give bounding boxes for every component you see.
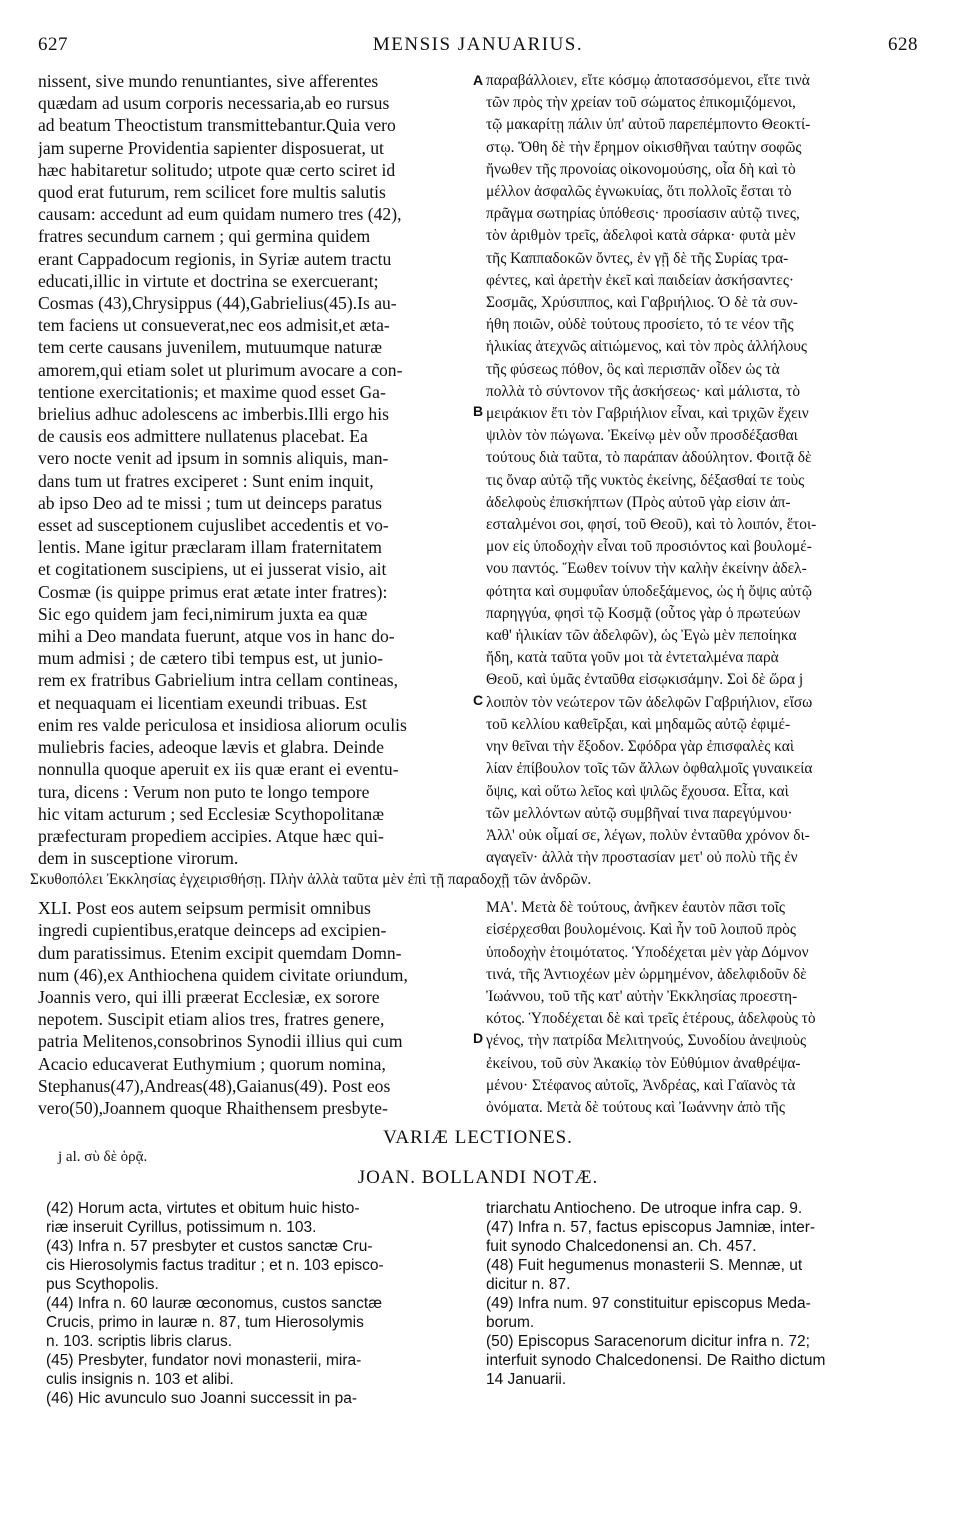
greek-text-line: Ἰωάννου, τοῦ τῆς κατ' αὐτὴν Ἐκκλησίας προεστη-: [486, 988, 798, 1005]
latin-text-line: num (46),ex Anthiochena quidem civitate oriundum,: [38, 964, 408, 985]
footnote-line: (50) Episcopus Saracenorum dicitur infra n. 72;: [486, 1333, 810, 1351]
latin-text-line: vero(50),Joannem quoque Rhaithensem presbyte-: [38, 1098, 388, 1119]
greek-text-line: μέλλον ἀσφαλῶς ἐγνωκυίας, ὅτι πολλοῖς ἔσται τὸ: [486, 183, 792, 201]
latin-text-line: quædam ad usum corporis necessaria,ab eo rursus: [38, 93, 390, 114]
margin-letter-a: A: [473, 72, 484, 88]
latin-text-line: rem ex fratribus Gabrielium intra cellam contineas,: [38, 670, 399, 691]
footnote-line: (47) Infra n. 57, factus episcopus Jamniæ, inter-: [486, 1219, 816, 1237]
footnote-line: interfuit synodo Chalcedonensi. De Raitho dictum: [486, 1352, 826, 1370]
greek-text-line: λίαν ἐπίβουλον τοῖς τῶν ἄλλων ὀφθαλμοῖς γυναικεία: [486, 760, 813, 778]
latin-text-line: amorem,qui etiam solet ut plurimum avocare a con-: [38, 359, 403, 380]
greek-text-line: ὄψις, καὶ οὕτω λεῖος καὶ ψιλῶς ἔχουσα. Εἶτα, καὶ: [486, 782, 789, 800]
greek-text-line: Ἀλλ' οὐκ οἶμαί σε, λέγων, πολὺν ἐνταῦθα χρόνον δι-: [486, 826, 810, 844]
greek-text-line: τινά, τῆς Ἀντιοχέων μὲν ὡρμημένον, ἀδελφιδοῦν δὲ: [486, 965, 807, 983]
greek-text-line: φέντες, καὶ ἀρετὴν ἐκεῖ καὶ παιδείαν ἀσκήσαντες·: [486, 271, 795, 289]
footnote-line: (46) Hic avunculo suo Joanni successit in pa-: [46, 1390, 358, 1408]
footnote-line: Crucis, primo in lauræ n. 87, tum Hierosolymis: [46, 1314, 364, 1332]
footnote-line: n. 103. scriptis libris clarus.: [46, 1333, 233, 1351]
latin-text-line: tentione exercitationis; et maxime quod esset Ga-: [38, 381, 386, 402]
greek-text-line: ὀνόματα. Μετὰ δὲ τούτους καὶ Ἰωάννην ἀπὸ τῆς: [486, 1099, 785, 1117]
latin-text-line: hic vitam acturum ; sed Ecclesiæ Scythopolitanæ: [38, 803, 384, 824]
latin-text-line: quod erat futurum, rem scilicet fore multis salutis: [38, 182, 386, 203]
variae-lectiones-note: j al. σὺ δὲ ὁρᾷ.: [58, 1149, 148, 1166]
footnote-line: 14 Januarii.: [486, 1371, 567, 1389]
greek-text-line: πρᾶγμα σωτηρίας ὑπόθεσις· προσίασιν αὐτῷ τινες,: [486, 205, 800, 223]
latin-text-line: XLI. Post eos autem seipsum permisit omnibus: [38, 898, 371, 919]
greek-text-line: ΜΑ'. Μετὰ δὲ τούτους, ἀνῆκεν ἑαυτὸν πᾶσι τοῖς: [486, 899, 786, 917]
latin-text-line: tem faciens ut consueverat,nec eos admisit,et ætа-: [38, 315, 390, 336]
footnote-line: (43) Infra n. 57 presbyter et custos sanctæ Cru-: [46, 1238, 373, 1256]
greek-text-line: τῶν μελλόντων αὐτῷ συμβῆναί τινα παρεγύμνου·: [486, 804, 793, 822]
greek-text-line: μον εἰς ὑποδοχὴν εἶναι τοῦ προσιόντος καὶ βουλομέ-: [486, 538, 812, 556]
footnote-line: (44) Infra n. 60 lauræ œconomus, custos sanctæ: [46, 1295, 382, 1313]
greek-text-line: στῳ. Ὅθη δὲ τὴν ἔρημον οἰκισθῆναι ταύτην σοφῶς: [486, 138, 802, 156]
greek-text-line: ήθη ποιῶν, οὐδὲ τούτους προσίετο, τό τε νέον τῆς: [486, 316, 794, 334]
greek-text-line: ἡλικίας ἀτεχνῶς αἰτιώμενος, καὶ τὸν πρὸς ἀλλήλους: [486, 338, 807, 356]
latin-text-line: muliebris facies, adeoque lævis et glabra. Deinde: [38, 737, 384, 758]
greek-text-line: τῷ μακαρίτῃ πάλιν ὑπ' αὐτοῦ παρεπέμποντο Θεοκτί-: [486, 116, 811, 134]
footnote-line: borum.: [486, 1314, 535, 1332]
latin-text-line: vero nocte venit ad ipsum in somnis aliquis, man-: [38, 448, 389, 469]
latin-text-line: dum paratissimus. Etenim excipit quemdam Domn-: [38, 942, 402, 963]
full-width-greek-line: Σκυθοπόλει Ἐκκλησίας ἐγχειρισθήσῃ. Πλὴν ἀλλὰ ταῦτα μὲν ἐπὶ τῇ παραδοχῇ τῶν ἀνδρῶν.: [30, 871, 592, 889]
latin-text-line: esset ad susceptionem cujuslibet accedentis et vo-: [38, 515, 389, 536]
latin-text-line: jam superne Providentia sapienter disposuerat, ut: [38, 137, 384, 158]
footnote-line: culis insignis n. 103 et alibi.: [46, 1371, 234, 1389]
greek-text-line: ἀδελφοὺς ἐπισκήπτων (Πρὸς αὐτοῦ γὰρ εἰσιν ἀπ-: [486, 493, 791, 511]
footnote-line: (48) Fuit hegumenus monasterii S. Mennæ, ut: [486, 1257, 803, 1275]
page-header: [38, 34, 918, 58]
footnote-line: triarchatu Antiocheno. De utroque infra cap. 9.: [486, 1200, 803, 1218]
latin-text-line: et nequaquam ei licentiam exeundi tribuas. Est: [38, 692, 367, 713]
greek-text-line: ὑποδοχὴν ἑτοιμότατος. Ὑποδέχεται μὲν γὰρ Δόμνον: [486, 943, 809, 961]
greek-text-line: τοῦ κελλίου καθεῖρξαι, καὶ μηδαμῶς αὐτῷ ἐφιμέ-: [486, 715, 791, 733]
greek-text-line: ἤδη, κατὰ ταῦτα γοῦν μοι τὰ ἐντεταλμένα παρὰ: [486, 649, 779, 667]
latin-text-line: Cosmæ (is quippe primus erat ætate inter fratres):: [38, 581, 388, 602]
greek-text-line: τις ὄναρ αὐτῷ τῆς νυκτὸς ἐκείνης, δέξασθαί τε τοὺς: [486, 471, 805, 489]
footnote-line: pus Scythopolis.: [46, 1276, 159, 1294]
latin-text-line: ad beatum Theoctistum transmittebantur.Quia vero: [38, 115, 396, 136]
greek-text-line: κότος. Ὑποδέχεται δὲ καὶ τρεῖς ἑτέρους, ἀδελφοὺς τὸ: [486, 1010, 816, 1028]
latin-text-line: educati,illic in virtute et doctrina se exercuerant;: [38, 270, 379, 291]
footnote-line: riæ inseruit Cyrillus, potissimum n. 103.: [46, 1219, 317, 1237]
greek-text-line: ἐκείνου, τοῦ σὺν Ἀκακίῳ τὸν Εὐθύμιον ἀναθρέψα-: [486, 1054, 801, 1072]
latin-text-line: nissent, sive mundo renuntiantes, sive afferentes: [38, 71, 379, 91]
margin-letter-d: D: [473, 1030, 484, 1047]
greek-text-line: εἰσέρχεσθαι βουλομένοις. Καὶ ἦν τοῦ λοιποῦ πρὸς: [486, 921, 796, 939]
footnote-line: (42) Horum acta, virtutes et obitum huic histo-: [46, 1200, 360, 1218]
greek-text-line: τούτους διὰ ταῦτα, τὸ παράπαν ἀδούλητον. Φοιτᾷ δὲ: [486, 449, 812, 467]
latin-text-line: fratres secundum carnem ; qui germina quidem: [38, 226, 371, 247]
greek-text-line: εσταλμένοι σοι, φησί, τοῦ Θεοῦ), καὶ τὸ λοιπόν, ἕτοι-: [486, 516, 817, 534]
footnotes-left: [46, 1199, 466, 1408]
greek-text-line: ἤνωθεν τῆς προνοίας οἰκονομούσης, οἷα δὴ καὶ τὸ: [486, 160, 796, 178]
greek-text-line: πολλὰ τὸ σύντονον τῆς ἀσκήσεως· καὶ μάλιστα, τὸ: [486, 382, 801, 400]
latin-column-section-xli: [38, 897, 470, 1119]
latin-text-line: causam: accedunt ad eum quidam numero tres (42),: [38, 204, 402, 225]
page-number-left: 627: [38, 34, 68, 55]
latin-column: [38, 70, 470, 869]
footnote-line: (45) Presbyter, fundator novi monasterii, mira-: [46, 1352, 362, 1370]
footnotes-right: [486, 1199, 916, 1389]
greek-text-line: παρηγγύα, φησὶ τῷ Κοσμᾷ (οὗτος γὰρ ὁ πρωτεύων: [486, 604, 801, 622]
greek-text-line: τῆς φύσεως πόθον, ὃς καὶ περισπᾶν οἶδεν ὡς τὰ: [486, 360, 780, 378]
latin-text-line: ab ipso Deo ad te missi ; tum ut deinceps paratus: [38, 492, 382, 513]
latin-text-line: patria Melitenos,consobrinos Synodii illius qui cum: [38, 1031, 403, 1052]
latin-text-line: nonnulla quoque aperuit ex iis quæ erant ei eventu-: [38, 759, 399, 780]
greek-text-line: μειράκιον ἔτι τὸν Γαβριήλιον εἶναι, καὶ τριχῶν ἔχειν: [486, 405, 809, 423]
latin-text-line: dem in susceptione virorum.: [38, 848, 239, 869]
variae-lectiones-heading: VARIÆ LECTIONES.: [383, 1127, 573, 1149]
greek-text-line: τῆς Καππαδοκῶν ὄντες, ἐν γῇ δὲ τῆς Συρίας τρα-: [486, 249, 789, 267]
latin-text-line: enim res valde periculosa et insidiosa aliorum oculis: [38, 714, 407, 735]
greek-text-line: τῶν πρὸς τὴν χρείαν τοῦ σώματος ἐπικομιζόμενοι,: [486, 94, 796, 112]
greek-column: [486, 70, 918, 869]
latin-text-line: mihi a Deo mandata fuerunt, atque vos in hanc do-: [38, 626, 395, 647]
latin-text-line: et cogitationem suscipiens, ut ei jusserat visio, ait: [38, 559, 387, 580]
latin-text-line: Cosmas (43),Chrysippus (44),Gabrielius(45).Is au-: [38, 293, 397, 314]
running-title: MENSIS JANUARIUS.: [372, 34, 584, 55]
latin-text-line: de causis eos admittere nullatenus placebat. Ea: [38, 426, 368, 447]
footnote-line: dicitur n. 87.: [486, 1276, 571, 1294]
latin-text-line: Stephanus(47),Andreas(48),Gaianus(49). Post eos: [38, 1075, 391, 1096]
latin-text-line: tura, dicens : Verum non puto te longo tempore: [38, 781, 370, 802]
bollandi-notae-heading: JOAN. BOLLANDI NOTÆ.: [357, 1167, 599, 1189]
margin-letter-b: B: [473, 403, 484, 419]
greek-column-section-ma: [486, 897, 918, 1119]
latin-text-line: mum admisi ; de cætero tibi tempus est, ut junio-: [38, 648, 383, 669]
footnote-line: cis Hierosolymis factus traditur ; et n. 103 episco-: [46, 1257, 384, 1275]
greek-text-line: Θεοῦ, καὶ ὑμᾶς ἐνταῦθα εἰσῳκισάμην. Σοὶ δὲ ὥρα j: [486, 671, 804, 689]
greek-text-line: νου παντός. Ἕωθεν τοίνυν τὴν καλὴν ἐκείνην ἀδελ-: [486, 560, 807, 578]
page-number-right: 628: [888, 34, 918, 55]
latin-text-line: hæc habitaretur solitudo; utpote quæ certo sciret id: [38, 159, 396, 180]
greek-text-line: λοιπὸν τὸν νεώτερον τῶν ἀδελφῶν Γαβριήλιον, εἴσω: [486, 693, 813, 711]
greek-text-line: παραβάλλοιεν, εἴτε κόσμῳ ἀποτασσόμενοι, εἴτε τινὰ: [486, 72, 810, 89]
latin-text-line: ingredi cupientibus,eratque deinceps ad excipien-: [38, 920, 387, 941]
latin-text-line: nepotem. Suscipit etiam alios tres, fratres genere,: [38, 1009, 385, 1030]
greek-text-line: αγαγεῖν· ἀλλὰ τὴν προστασίαν μετ' οὐ πολὺ τῆς ἐν: [486, 849, 798, 867]
greek-text-line: μένου· Στέφανος αὐτοῖς, Ἀνδρέας, καὶ Γαϊανὸς τὰ: [486, 1076, 796, 1094]
latin-text-line: Sic ego quidem jam feci,nimirum juxta ea quæ: [38, 603, 368, 624]
latin-text-line: Joannis vero, qui illi præerat Ecclesiæ, ex sorore: [38, 987, 380, 1007]
greek-text-line: τὸν ἀριθμὸν τρεῖς, ἀδελφοὶ κατὰ σάρκα· φυτὰ μὲν: [486, 227, 796, 245]
greek-text-line: ψιλὸν τὸν πώγωνα. Ἐκείνῳ μὲν οὖν προσδέξασθαι: [486, 427, 798, 445]
latin-text-line: erant Cappadocum regionis, in Syriæ autem tractu: [38, 248, 392, 269]
latin-text-line: brielius adhuc adolescens ac imberbis.Illi ergo his: [38, 404, 389, 425]
footnote-line: fuit synodo Chalcedonensi an. Ch. 457.: [486, 1238, 757, 1256]
margin-letter-c: C: [473, 691, 484, 708]
greek-text-line: φότητα καὶ συμφυΐαν ὑποδεξάμενος, ὡς ἡ ὄψις αὐτῷ: [486, 582, 812, 600]
latin-text-line: lentis. Mane igitur præclaram illam fraternitatem: [38, 537, 382, 558]
latin-text-line: tem certe causans juvenilem, mutuumque naturæ: [38, 337, 382, 358]
greek-text-line: νην θεῖναι τὴν ἔξοδον. Σφόδρα γὰρ ἐπισφαλὲς καὶ: [486, 738, 794, 756]
greek-text-line: Σοσμᾶς, Χρύσιππος, καὶ Γαβριήλιος. Ὁ δὲ τὰ συν-: [486, 294, 798, 312]
footnote-line: (49) Infra num. 97 constituitur episcopus Meda-: [486, 1295, 811, 1313]
latin-text-line: Acacio educaverat Euthymium ; quorum nomina,: [38, 1053, 386, 1074]
latin-text-line: præfecturam propediem accipies. Atque hæc qui-: [38, 825, 384, 846]
greek-text-line: καθ' ἡλικίαν τῶν ἀδελφῶν), ὡς Ἐγὼ μὲν πεποίηκα: [486, 627, 797, 645]
greek-text-line: γένος, τὴν πατρίδα Μελιτηνούς, Συνοδίου ἀνεψιοὺς: [486, 1032, 807, 1050]
latin-text-line: dans tum ut fratres exciperet : Sunt enim inquit,: [38, 470, 374, 491]
